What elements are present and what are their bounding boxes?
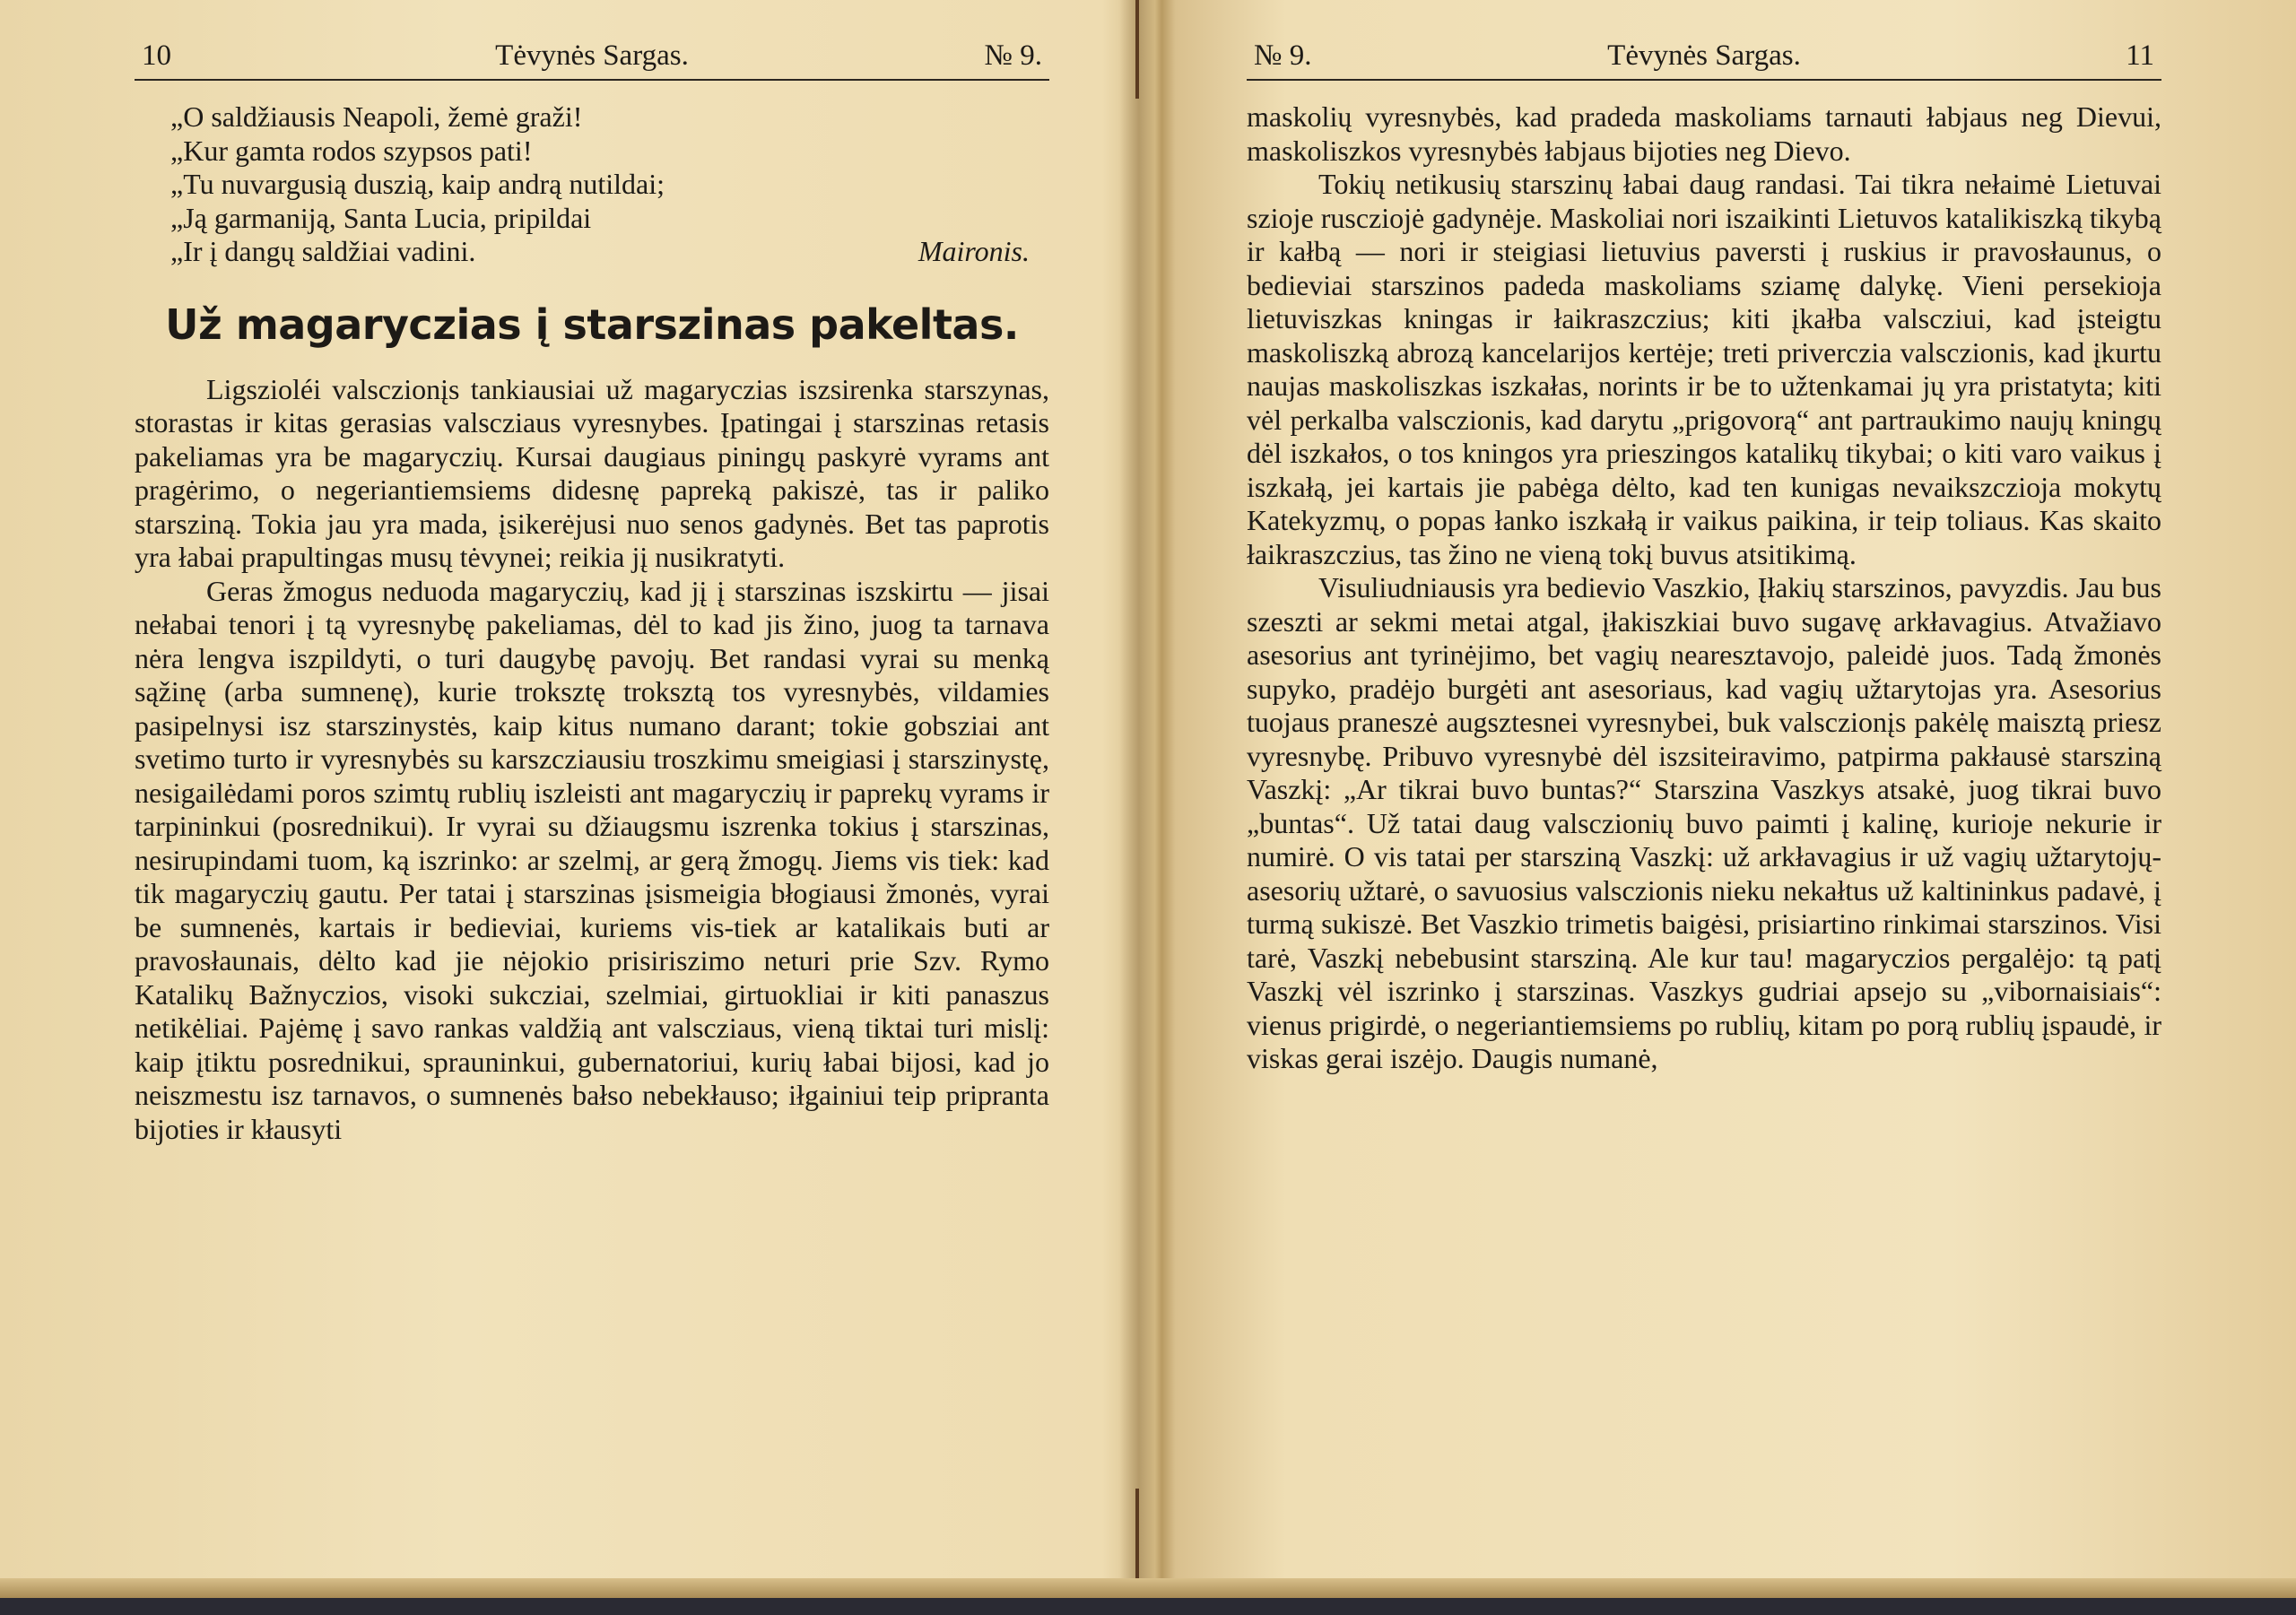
- verse-line: „Ją garmaniją, Santa Lucia, pripildai: [170, 201, 592, 234]
- gutter-shadow: [1119, 0, 1155, 1598]
- left-page: [135, 0, 1049, 1578]
- verse-author: Maironis.: [918, 235, 1030, 267]
- left-issue-number: № 9.: [984, 39, 1042, 72]
- book-bottom-edge: [0, 1578, 2296, 1598]
- paragraph: maskolių vyresnybės, kad pradeda maskoliams tarnauti łabjaus neg Dievui, maskoliszkos vyresnybės łabjaus bijoties neg Dievo.: [1247, 100, 2161, 167]
- verse-line-text: „Ir į dangų saldžiai vadini.: [170, 235, 476, 267]
- left-journal-title: Tėvynės Sargas.: [495, 39, 689, 72]
- right-page-number: 11: [2126, 39, 2154, 72]
- binding-stitch-top: [1135, 0, 1139, 99]
- left-page-body: [135, 100, 1049, 1146]
- paragraph: Ligszioléi valsczionįs tankiausiai už magaryczias iszsirenka starszynas, storastas ir kitas gerasias valscziaus vyresnybes. Įpatingai į starszinas retasis pakeliamas yra be magaryczių. Kursai daugiaus piningų paskyrė vyrams ant pragėrimo, o negeriantiemsiems didesnę papreką pakiszė, tas ir paliko starsziną. Tokia jau yra mada, įsikerėjusi nuo senos gadynės. Bet tas paprotis yra łabai prapultingas musų tėvynei; reikia jį nusikratyti.: [135, 372, 1049, 573]
- right-running-header: [1247, 34, 2161, 81]
- right-page: [1247, 0, 2161, 1578]
- binding-stitch-bottom: [1135, 1489, 1139, 1578]
- poem-verse: [170, 100, 1049, 269]
- article-title: Už magaryczias į starszinas pakeltas.: [165, 300, 1019, 349]
- paragraph: Geras žmogus neduoda magaryczių, kad jį į starszinas iszskirtu — jisai nełabai tenori į tą vyresnybę pakeliamas, dėl to kad jis žino, juog ta tarnava nėra lengva iszpildyti, o turi daugybę pavojų. Bet randasi vyrai su menką sąžinę (arba sumnenę), kurie troksztę troksztą tos vyresnybės, vildamies pasipelnysi isz starszinystės, kaip kitus numano darant; tokie gobsziai ant svetimo turto ir vyresnybės su karszcziausiu troszkimu smeigiasi į starszinystę, nesigailėdami poros szimtų rublių iszleisti ant magaryczių ir paprekų vyrams ir tarpininkui (posrednikui). Ir vyrai su džiaugsmu iszrenka tokius į starszinas, nesirupindami tuom, ką iszrinko: ar szelmį, ar gerą žmogų. Jiems vis tiek: kad tik magaryczių gautu. Per tatai į starszinas įsismeigia błogiausi žmonės, vyrai be sumnenės, kartais ir bedieviai, kuriems vis-tiek ar katalikais buti ar pravosłaunais, dėlto kad jie nėjokio prisiriszimo neturi prie Szv. Rymo Katalikų Bažnyczios, visoki sukcziai, szelmiai, girtuokliai ir kiti panaszus netikėliai. Pajėmę į savo rankas valdžią ant valscziaus, vieną tiktai turi mislį: kaip įtiktu posrednikui, sprauninkui, gubernatoriui, kurių łabai bijosi, kad jo neiszmestu isz tarnavos, o sumnenės bałso nebekłauso; iłgainiui teip pripranta bijoties ir kłausyti: [135, 574, 1049, 1145]
- verse-line: „Tu nuvargusią duszią, kaip andrą nutildai;: [170, 168, 665, 200]
- paragraph: Tokių netikusių starszinų łabai daug randasi. Tai tikra nełaimė Lietuvai szioje ruscziojė gadynėje. Maskoliai nori iszaikinti Lietuvos katalikiszką tikybą ir kałbą — nori ir steigiasi lietuvius paversti į ruskius ir pravosłaunus, o bedieviai starszinos padeda maskoliams sziamę dalykę. Vieni persekioja lietuviszkas kningas ir łaikraszczius; kiti įkałba valscziui, kad įsteigtu maskoliszką abrozą kancelarijos kertėje; treti priverczia valsczionis, kad įkurtu naujas maskoliszkas iszkałas, norints ir be to užtenkamai jų yra pristatyta; kiti vėl perkalba valsczionis, kad darytu „prigovorą“ ant partraukimo naujų kningų dėl iszkałos, o tos kningos yra prieszingos katalikų tikybai; o kiti varo vaikus į iszkałą, jei kartais jie pabėga dėlto, kad ten kunigas nevaikszczioja mokytų Katekyzmų, o popas łanko iszkałą ir vaikus paikina, ir teip toliaus. Kas skaito łaikraszczius, tas žino ne vieną tokį buvus atsitikimą.: [1247, 168, 2161, 570]
- paragraph: Visuliudniausis yra bedievio Vaszkio, Įłakių starszinos, pavyzdis. Jau bus szeszti ar sekmi metai atgal, įłakiszkiai buvo sugavę arkłavagius. Atvažiavo asesorius ant tyrinėjimo, bet vagių nearesztavojo, paleidė juos. Tadą žmonės supyko, pradėjo burgėti ant asesoriaus, kad vagių užtarytojas yra. Asesorius tuojaus praneszė augsztesnei vyresnybei, buk valsczionįs pakėlę maisztą priesz vyresnybę. Pribuvo vyresnybė dėl iszsiteiravimo, patpirma pakłausė starsziną Vaszkį: „Ar tikrai buvo buntas?“ Starszina Vaszkys atsakė, juog tikrai buvo „buntas“. Už tatai daug valsczionių buvo paimti į kalinę, kurioje nekurie ir numirė. O vis tatai per starsziną Vaszkį: už arkłavagius ir už vagių užtarytojų-asesorių užtarė, o savuosius valsczionis nieku nekałtus už kaltininkus padavė, į turmą sukiszė. Bet Vaszkio trimetis baigėsi, prisiartino rinkimai starszinos. Visi tarė, Vaszkį nebebusint starsziną. Ale kur tau! magaryczios pergalėjo: tą patį Vaszkį vėl iszrinko į starszinas. Vaszkys gudriai apsejo su „vibornaisiais“: vienus prigirdė, o negeriantiemsiems po rublių, kitam po porą rublių įspaudė, ir viskas gerai iszėjo. Daugis numanė,: [1247, 571, 2161, 1074]
- verse-line: „O saldžiausis Neapoli, žemė graži!: [170, 100, 583, 133]
- right-page-body: [1247, 100, 2161, 1076]
- verse-line: [170, 235, 1049, 269]
- right-journal-title: Tėvynės Sargas.: [1607, 39, 1801, 72]
- left-running-header: [135, 34, 1049, 81]
- right-issue-number: № 9.: [1254, 39, 1312, 72]
- verse-line: „Kur gamta rodos szypsos pati!: [170, 134, 533, 167]
- left-page-number: 10: [142, 39, 171, 72]
